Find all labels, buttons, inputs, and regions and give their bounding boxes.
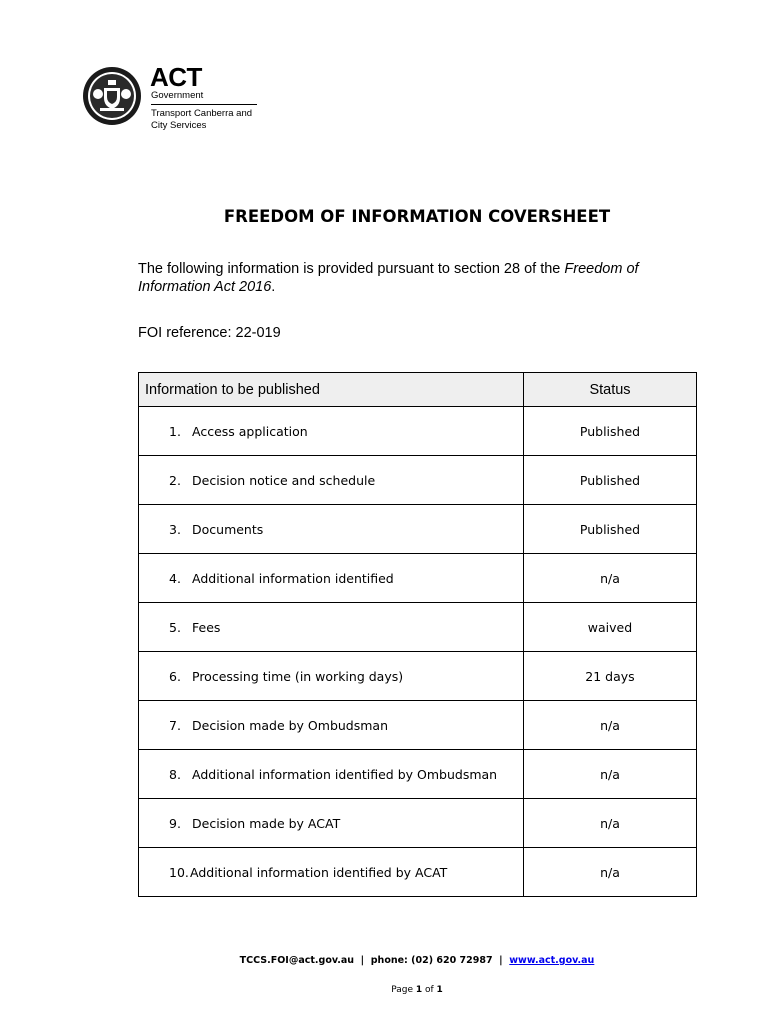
logo-act-text: ACT bbox=[150, 62, 202, 92]
row-label: Decision notice and schedule bbox=[192, 472, 376, 488]
table-row bbox=[139, 701, 697, 750]
table-row bbox=[139, 505, 697, 554]
row-item bbox=[139, 799, 524, 848]
document-title: FREEDOM OF INFORMATION COVERSHEET bbox=[223, 207, 611, 226]
row-item bbox=[139, 652, 524, 701]
row-item bbox=[139, 407, 524, 456]
publication-table bbox=[138, 372, 697, 897]
row-status: n/a bbox=[524, 701, 697, 750]
row-number: 5. bbox=[169, 619, 181, 635]
intro-paragraph bbox=[138, 260, 698, 296]
row-label: Additional information identified bbox=[192, 570, 394, 586]
logo-government-text: Government bbox=[151, 90, 204, 101]
logo-divider bbox=[151, 104, 257, 105]
footer-separator: | bbox=[354, 955, 371, 966]
row-item bbox=[139, 750, 524, 799]
act-name: Freedom of Information Act 2016 bbox=[138, 261, 639, 295]
row-number: 8. bbox=[169, 766, 181, 782]
row-item bbox=[139, 848, 524, 897]
header-information: Information to be published bbox=[139, 373, 524, 407]
table-row bbox=[139, 652, 697, 701]
email-link[interactable]: TCCS.FOI@act.gov.au bbox=[239, 955, 355, 966]
page-current: 1 bbox=[415, 985, 423, 995]
row-number: 4. bbox=[169, 570, 181, 586]
row-item bbox=[139, 603, 524, 652]
row-label: Decision made by Ombudsman bbox=[192, 717, 389, 733]
table-header-row bbox=[139, 373, 697, 407]
row-number: 9. bbox=[169, 815, 181, 831]
intro-end: . bbox=[271, 279, 276, 295]
act-coat-of-arms-emblem bbox=[82, 66, 142, 126]
row-status: n/a bbox=[524, 848, 697, 897]
row-label: Decision made by ACAT bbox=[192, 815, 341, 831]
table-row bbox=[139, 848, 697, 897]
table-row bbox=[139, 603, 697, 652]
row-status: 21 days bbox=[524, 652, 697, 701]
row-item bbox=[139, 554, 524, 603]
row-number: 6. bbox=[169, 668, 181, 684]
logo-department-text: Transport Canberra and City Services bbox=[151, 108, 253, 131]
page-number bbox=[0, 985, 770, 995]
table-row bbox=[139, 799, 697, 848]
row-number: 2. bbox=[169, 472, 181, 488]
row-status: n/a bbox=[524, 554, 697, 603]
row-status: Published bbox=[524, 456, 697, 505]
row-status: Published bbox=[524, 505, 697, 554]
row-number: 3. bbox=[169, 521, 181, 537]
table-row bbox=[139, 750, 697, 799]
row-label: Processing time (in working days) bbox=[192, 668, 404, 684]
table-row bbox=[139, 554, 697, 603]
website-link[interactable]: www.act.gov.au bbox=[509, 955, 595, 966]
row-label: Access application bbox=[192, 423, 308, 439]
row-label: Fees bbox=[192, 619, 221, 635]
row-item bbox=[139, 701, 524, 750]
table-row bbox=[139, 407, 697, 456]
row-status: n/a bbox=[524, 750, 697, 799]
act-government-logo bbox=[82, 62, 282, 131]
footer-phone: phone: (02) 620 72987 bbox=[370, 955, 493, 966]
page-total: 1 bbox=[436, 985, 443, 995]
row-label: Documents bbox=[192, 521, 264, 537]
intro-text: The following information is provided pursuant to section 28 of the bbox=[138, 261, 565, 277]
row-label: Additional information identified by Ombudsman bbox=[192, 766, 498, 782]
row-item bbox=[139, 505, 524, 554]
row-status: waived bbox=[524, 603, 697, 652]
row-number: 1. bbox=[169, 423, 181, 439]
row-item bbox=[139, 456, 524, 505]
footer-contact bbox=[0, 955, 770, 966]
row-number: 7. bbox=[169, 717, 181, 733]
header-status: Status bbox=[524, 373, 697, 407]
footer-separator: | bbox=[492, 955, 510, 966]
row-label: Additional information identified by ACAT bbox=[190, 864, 448, 880]
page-of: of bbox=[422, 985, 437, 995]
foi-reference: FOI reference: 22-019 bbox=[138, 325, 281, 341]
table-row bbox=[139, 456, 697, 505]
row-status: Published bbox=[524, 407, 697, 456]
row-number: 10. bbox=[169, 864, 189, 880]
page-prefix: Page bbox=[391, 985, 416, 995]
row-status: n/a bbox=[524, 799, 697, 848]
